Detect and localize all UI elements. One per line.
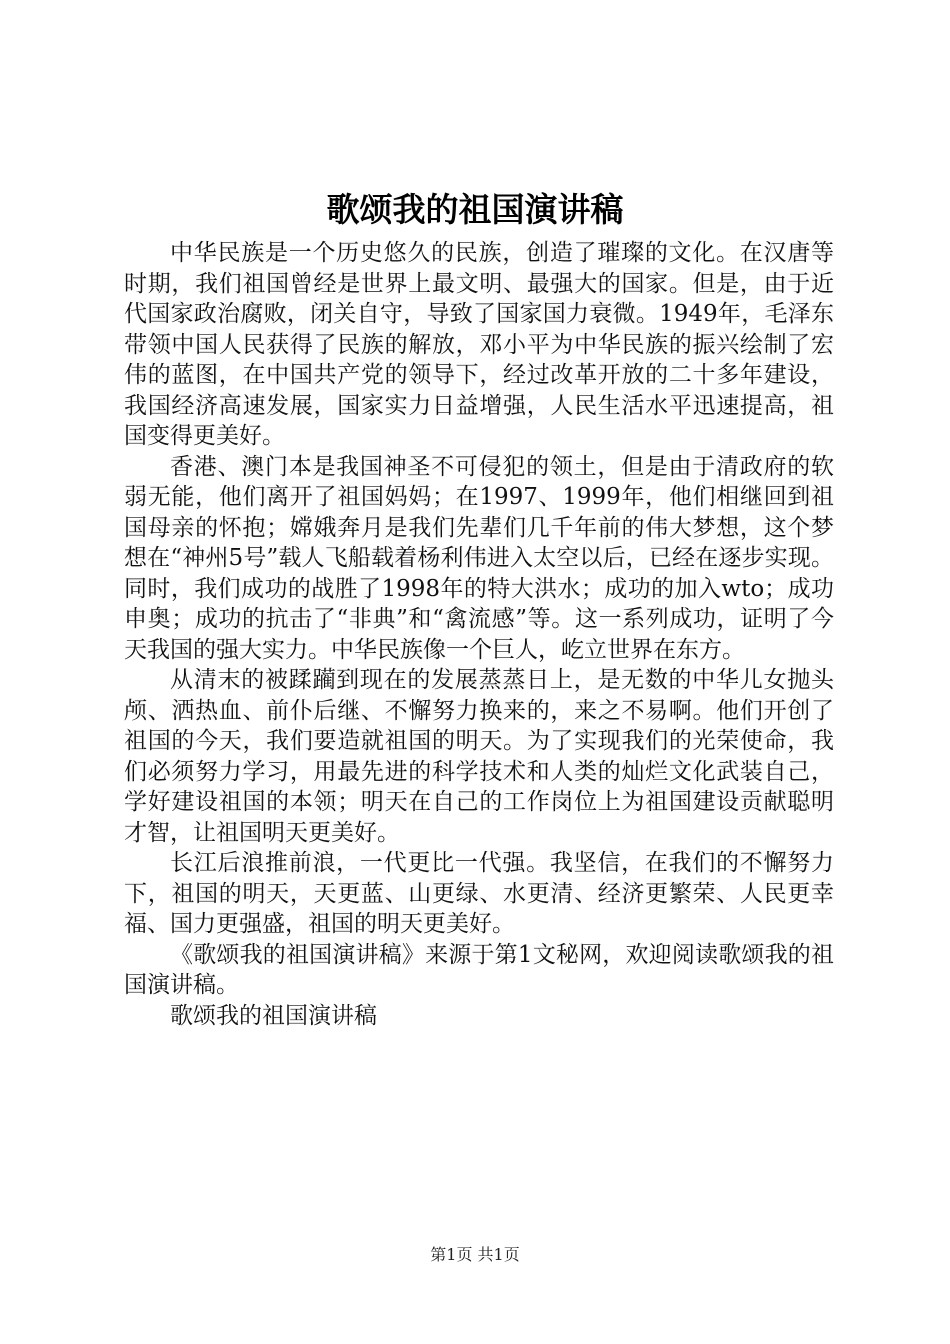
page-number-footer: 第1页 共1页: [430, 1245, 520, 1264]
document-body: [124, 238, 834, 1031]
paragraph-source-note: 《歌颂我的祖国演讲稿》来源于第1文秘网，欢迎阅读歌颂我的祖国演讲稿。: [124, 941, 834, 998]
document-title: 歌颂我的祖国演讲稿: [326, 190, 624, 229]
paragraph-closing-title: 歌颂我的祖国演讲稿: [170, 1002, 377, 1029]
paragraph: 从清末的被蹂躏到现在的发展蒸蒸日上，是无数的中华儿女抛头颅、洒热血、前仆后继、不懈努力换来的，来之不易啊。他们开创了祖国的今天，我们要造就祖国的明天。为了实现我们的光荣使命，我们必须努力学习，用最先进的科学技术和人类的灿烂文化武装自己，学好建设祖国的本领；明天在自己的工作岗位上为祖国建设贡献聪明才智，让祖国明天更美好。: [124, 667, 834, 846]
paragraph: 长江后浪推前浪，一代更比一代强。我坚信，在我们的不懈努力下，祖国的明天，天更蓝、山更绿、水更清、经济更繁荣、人民更幸福、国力更强盛，祖国的明天更美好。: [124, 850, 834, 937]
paragraph: 香港、澳门本是我国神圣不可侵犯的领土，但是由于清政府的软弱无能，他们离开了祖国妈妈；在1997、1999年，他们相继回到祖国母亲的怀抱；嫦娥奔月是我们先辈们几千年前的伟大梦想，这个梦想在“神州5号”载人飞船载着杨利伟进入太空以后，已经在逐步实现。同时，我们成功的战胜了1998年的特大洪水；成功的加入wto；成功申奥；成功的抗击了“非典”和“禽流感”等。这一系列成功，证明了今天我国的强大实力。中华民族像一个巨人，屹立世界在东方。: [124, 453, 834, 663]
paragraph: 中华民族是一个历史悠久的民族，创造了璀璨的文化。在汉唐等时期，我们祖国曾经是世界上最文明、最强大的国家。但是，由于近代国家政治腐败，闭关自守，导致了国家国力衰微。1949年，毛泽东带领中国人民获得了民族的解放，邓小平为中华民族的振兴绘制了宏伟的蓝图，在中国共产党的领导下，经过改革开放的二十多年建设，我国经济高速发展，国家实力日益增强，人民生活水平迅速提高，祖国变得更美好。: [124, 240, 834, 449]
